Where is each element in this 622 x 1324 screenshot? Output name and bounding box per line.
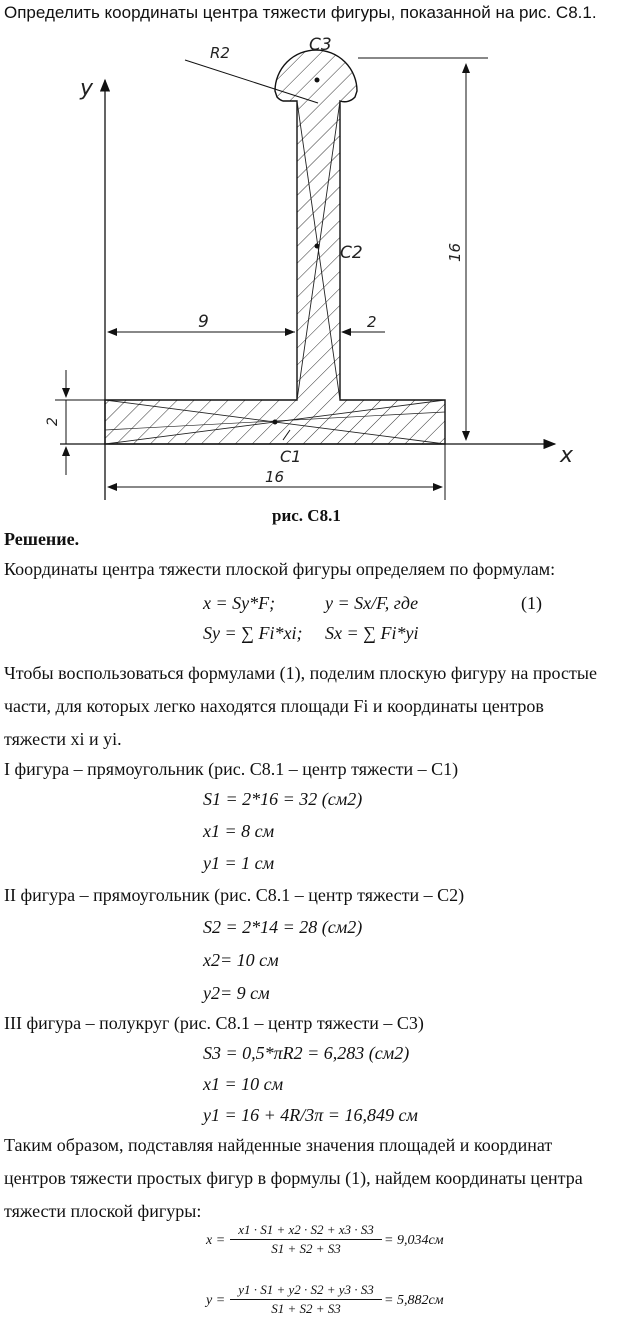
result-x-numerator: x1 · S1 + x2 · S2 + x3 · S3 [238,1222,374,1237]
result-y-value: = 5,882см [384,1293,444,1308]
formula-y: y = Sx/F, где [325,593,419,613]
fig3-y: y1 = 16 + 4R/3π = 16,849 см [203,1105,418,1125]
result-x-fraction [230,1222,382,1257]
fig3-x: x1 = 10 см [203,1074,284,1094]
solution-heading: Решение. [4,529,80,549]
label-y-axis: y [80,76,94,101]
dim-16-height: 16 [446,242,464,262]
label-r2: R2 [210,44,230,62]
para2-line1: Таким образом, подставляя найденные значения площадей и координат [4,1135,553,1155]
formula-sx: Sx = ∑ Fi*yi [325,623,419,643]
para1-line3: тяжести xi и yi. [4,729,122,749]
dim-9: 9 [198,312,209,332]
para2-line3: тяжести плоской фигуры: [4,1201,202,1221]
result-x-denominator: S1 + S2 + S3 [271,1241,341,1256]
formula-x: x = Sy*F; [203,593,276,613]
c2-point [315,244,320,249]
para2-line2: центров тяжести простых фигур в формулы (1), найдем координаты центра [4,1168,583,1188]
fig1-area: S1 = 2*16 = 32 (см2) [203,789,363,809]
para1-line1: Чтобы воспользоваться формулами (1), поделим плоскую фигуру на простые [4,663,597,683]
fig3-area: S3 = 0,5*πR2 = 6,283 (см2) [203,1043,410,1063]
result-x-lhs: x = [206,1233,226,1248]
label-c3: C3 [309,35,332,55]
para1-line2: части, для которых легко находятся площади Fi и координаты центров [4,696,544,716]
dim-2-base: 2 [45,417,61,426]
fig1-y: y1 = 1 см [203,853,275,873]
label-c1: C1 [280,447,302,466]
figure-c8-1 [0,0,622,500]
result-x-value: = 9,034см [384,1233,444,1248]
result-y-fraction [230,1282,382,1317]
label-x-axis: x [560,443,574,468]
formula-sy: Sy = ∑ Fi*xi; [203,623,303,643]
fig1-title: I фигура – прямоугольник (рис. С8.1 – центр тяжести – C1) [4,759,459,779]
c1-point [273,420,278,425]
label-c2: C2 [340,243,363,263]
c3-point [315,78,320,83]
result-y-denominator: S1 + S2 + S3 [271,1301,341,1316]
fig2-title: II фигура – прямоугольник (рис. С8.1 – центр тяжести – C2) [4,885,465,905]
fig1-x: x1 = 8 см [203,821,275,841]
figure-caption: рис. С8.1 [272,506,341,525]
fig2-area: S2 = 2*14 = 28 (см2) [203,917,363,937]
fig2-x: x2= 10 см [203,950,279,970]
result-y-numerator: y1 · S1 + y2 · S2 + y3 · S3 [238,1282,374,1297]
dim-16-width: 16 [265,468,285,486]
formula-number: (1) [521,593,542,613]
dim-2-stem: 2 [367,313,377,331]
task-statement: Определить координаты центра тяжести фигуры, показанной на рис. С8.1. [4,3,597,22]
shape-outline [105,50,445,444]
result-y-lhs: y = [206,1293,226,1308]
fig3-title: III фигура – полукруг (рис. С8.1 – центр тяжести – C3) [4,1013,424,1033]
intro-text: Координаты центра тяжести плоской фигуры определяем по формулам: [4,559,556,579]
fig2-y: y2= 9 см [203,983,270,1003]
